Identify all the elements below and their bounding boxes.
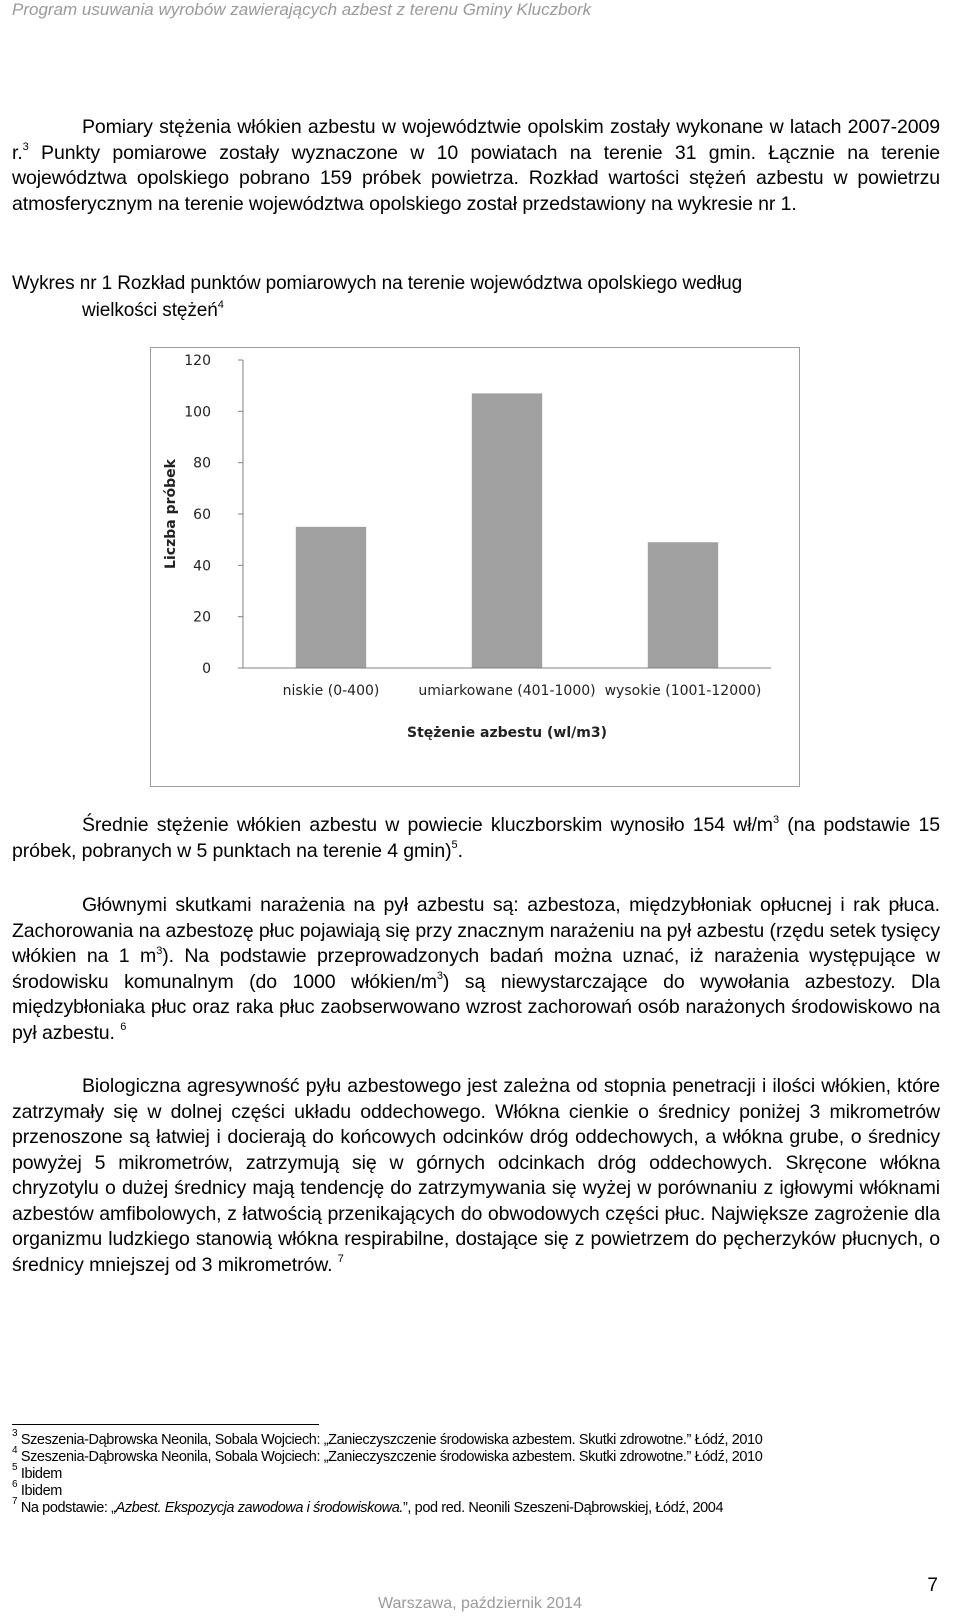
footnote-number: 5 [12,1462,18,1474]
footnote-ref[interactable]: 4 [217,298,224,311]
footnote [12,1496,940,1517]
paragraph-text: ). Na podstawie przeprowadzonych badań można uznać, iż narażenia występujące w środowisku komunalnym (do 1000 włókien/m [12,945,940,993]
page-number: 7 [927,1575,938,1596]
footnote-separator [12,1424,319,1425]
paragraph-biological-aggressiveness [12,1074,940,1278]
paragraph-measurements [12,115,940,217]
paragraph-text: (na podstawie 15 próbek, pobranych w 5 punktach na terenie 4 gmin) [12,814,940,862]
footnote-ref[interactable]: 5 [451,839,458,851]
paragraph-average-concentration [12,813,940,864]
paragraph-text: Biologiczna agresywność pyłu azbestowego jest zależna od stopnia penetracji i ilości włókien, które zatrzymały się w dolnej części układu oddechowego. Włókna cienkie o średnicy poniżej 3 mikrometrów przenoszone są łatwiej i docierają do końcowych odcinków dróg oddechowych, a włókna grube, o średnicy powyżej 5 mikrometrów, zatrzymują się w górnych odcinkach dróg oddechowych. Skręcone włókna chryzotylu o dużej średnicy mają tendencję do zatrzymywania się wyżej w porównaniu z igłowymi włóknami azbestów amfibolowych, z łatwością przenikających do obwodowych części płuc. Największe zagrożenie dla organizmu ludzkiego stanowią włókna respirabilne, dostające się z powietrzem do pęcherzyków płucnych, o średnicy mniejszej od 3 mikrometrów. [12,1075,940,1276]
y-tick-label: 100 [184,404,211,421]
chart-frame [150,347,800,787]
y-tick-label: 0 [202,661,211,677]
footnote-text: Szeszenia-Dąbrowska Neonila, Sobala Wojciech: [20,1432,324,1448]
paragraph-health-effects [12,893,940,1046]
paragraph-text: ) są niewystarczające do wywołania azbestozy. Dla międzybłoniaka płuc oraz raka płuc zaobserwowano wzrost zachorowań osób narażonych środowiskowo na pył azbestu. [12,970,940,1044]
footnote-ref[interactable]: 7 [337,1253,344,1265]
paragraph-text: Pomiary stężenia włókien azbestu w województwie opolskim zostały wykonane w latach 2007-2009 r. [12,116,940,164]
footnote-text: „Zanieczyszczenie środowiska azbestem. Skutki zdrowotne.” Łódź, 2010 [323,1432,763,1448]
superscript: 3 [772,813,779,826]
footnotes [12,1428,940,1517]
bar [296,527,366,668]
footnote-number: 6 [12,1479,18,1491]
footnote-text: Ibidem [20,1483,62,1499]
footnote-number: 3 [12,1428,18,1440]
y-tick-label: 40 [193,558,211,575]
footnote [12,1445,940,1466]
y-tick-label: 20 [193,609,211,626]
x-tick-label: wysokie (1001-12000) [604,683,762,699]
footnote [12,1428,940,1449]
x-tick-label: umiarkowane (401-1000) [418,683,596,699]
superscript: 3 [156,944,163,957]
caption-line-2: wielkości stężeń$^4$ [82,298,224,321]
footnote-source-title: Azbest. Ekspozycja zawodowa i środowiskowa. [115,1500,403,1516]
y-axis-label: Liczba próbek [163,459,179,569]
footnote-number: 4 [12,1445,18,1457]
bar [648,542,718,668]
footnote-text: Szeszenia-Dąbrowska Neonila, Sobala Wojciech: [20,1449,324,1465]
footnote-ref[interactable]: 6 [120,1021,127,1033]
footnote-text: „Zanieczyszczenie środowiska azbestem. Skutki zdrowotne.” Łódź, 2010 [323,1449,763,1465]
running-header: Program usuwania wyrobów zawierających azbest z terenu Gminy Kluczbork [12,0,592,19]
footnote-text: ”, pod red. Neonili Szeszeni-Dąbrowskiej, Łódź, 2004 [403,1500,724,1516]
footnote-text: Na podstawie: „ [20,1500,116,1516]
chart-caption [12,270,940,324]
superscript: 3 [436,970,443,982]
footnote [12,1479,940,1500]
x-tick-label: niskie (0-400) [282,683,380,699]
paragraph-text: Punkty pomiarowe zostały wyznaczone w 10 powiatach na terenie 31 gmin. Łącznie na terenie województwa opolskiego pobrano 159 próbek powietrza. Rozkład wartości stężeń azbestu w powietrzu atmosferycznym na terenie województwa opolskiego został przedstawiony na wykresie nr 1. [12,141,940,215]
bar-chart [151,348,799,786]
footnote-number: 7 [12,1496,18,1508]
caption-line-1: Wykres nr 1 Rozkład punktów pomiarowych na terenie województwa opolskiego według [12,273,743,294]
footnote-text: Ibidem [20,1466,62,1482]
paragraph-text: Głównymi skutkami narażenia na pył azbestu są: azbestoza, międzybłoniak opłucnej i rak płuca. Zachorowania na azbestozę płuc pojawiają się przy znacznym narażeniu na pył azbestu (rzędu setek tysięcy włókien na 1 m [12,894,940,967]
page-footer: Warszawa, październik 2014 [378,1595,582,1612]
y-tick-label: 120 [184,353,211,369]
footnote-ref[interactable]: 3 [22,141,29,153]
y-tick-label: 80 [193,455,211,472]
paragraph-text: . [457,839,463,862]
bar [472,393,542,668]
x-axis-label: Stężenie azbestu (wl/m3) [407,725,607,741]
paragraph-text: Średnie stężenie włókien azbestu w powiecie kluczborskim wynosiło 154 wł/m [82,814,773,836]
footnote [12,1462,940,1483]
y-tick-label: 60 [193,507,211,523]
